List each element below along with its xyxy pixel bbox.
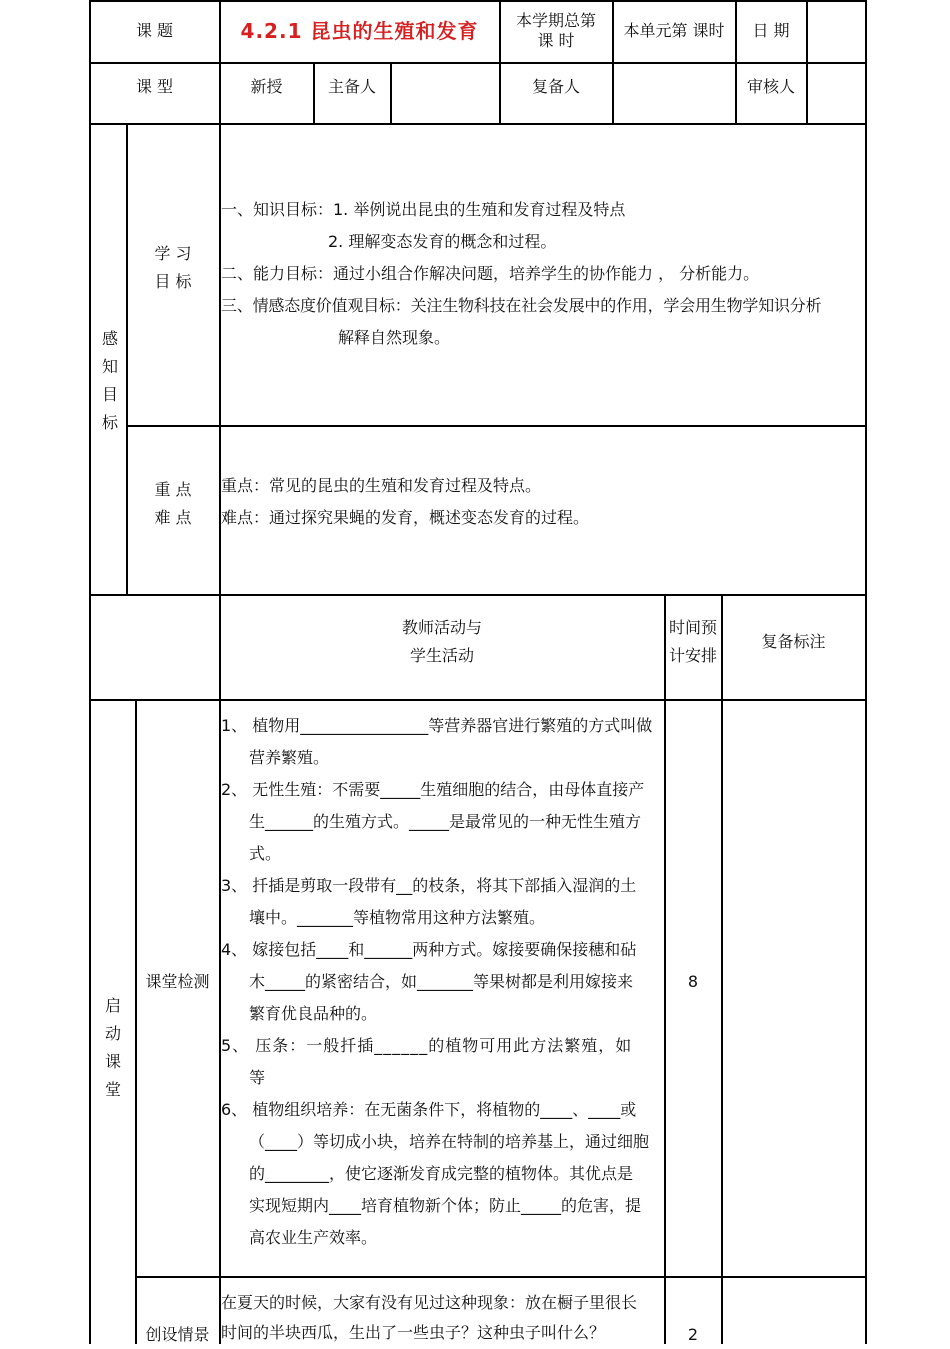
start-class-label: 启动课堂 xyxy=(104,996,121,1099)
reviewer-label: 审核人 xyxy=(746,77,795,96)
col-divider xyxy=(735,0,737,123)
scene-line: 时间的半块西瓜，生出了一些虫子？这种虫子叫什么？ xyxy=(221,1323,606,1342)
question-line: 繁育优良品种的。 xyxy=(249,1004,378,1023)
second-prep-label: 复备人 xyxy=(531,77,580,96)
col-divider xyxy=(135,699,137,1344)
col-divider xyxy=(612,0,614,123)
col-divider xyxy=(390,62,392,123)
goal-line: 2. 理解变态发育的概念和过程。 xyxy=(328,232,557,251)
question-line: 木_____的紧密结合，如_______等果树都是利用嫁接来 xyxy=(249,972,634,991)
border-top xyxy=(89,0,866,2)
type-label: 课 型 xyxy=(135,77,174,96)
question-line: 壤中。_______等植物常用这种方法繁殖。 xyxy=(249,908,546,927)
border-right xyxy=(865,0,867,1344)
row-divider xyxy=(126,425,866,427)
time-header-1: 时间预 xyxy=(668,618,717,637)
semester-lesson-label-1: 本学期总第 xyxy=(515,11,596,30)
activity-header-2: 学生活动 xyxy=(409,646,474,665)
notes-header: 复备标注 xyxy=(761,632,826,651)
question-line: 1、 植物用________________等营养器官进行繁殖的方式叫做 xyxy=(221,716,653,735)
row-divider xyxy=(89,699,866,701)
lesson-title: 4.2.1 昆虫的生殖和发育 xyxy=(240,19,479,43)
learning-label-2: 目 标 xyxy=(154,272,192,291)
goal-line: 一、知识目标：1. 举例说出昆虫的生殖和发育过程及特点 xyxy=(221,200,626,219)
row-divider xyxy=(135,1276,866,1278)
keypoint-line: 难点：通过探究果蝇的发育，概述变态发育的过程。 xyxy=(221,508,590,527)
scene-line: 在夏天的时候，大家有没有见过这种现象：放在橱子里很长 xyxy=(221,1293,638,1312)
col-divider xyxy=(219,0,221,699)
question-line: 的________，使它逐渐发育成完整的植物体。其优点是 xyxy=(249,1164,634,1183)
scene-time: 2 xyxy=(687,1325,699,1344)
main-prep-label: 主备人 xyxy=(327,77,376,96)
col-divider xyxy=(664,594,666,1344)
question-line: 等 xyxy=(249,1068,266,1087)
question-line: 4、 嫁接包括____和______两种方式。嫁接要确保接穗和砧 xyxy=(221,940,637,959)
type-value: 新授 xyxy=(250,77,283,96)
goals-section-label: 感知目标 xyxy=(101,329,118,432)
question-line: 实现短期内____培育植物新个体；防止_____的危害，提 xyxy=(249,1196,642,1215)
keypoint-label-1: 重 点 xyxy=(154,480,192,499)
semester-lesson-label-2: 课 时 xyxy=(537,31,575,50)
check-time: 8 xyxy=(687,972,699,991)
question-line: 3、 扦插是剪取一段带有__的枝条，将其下部插入湿润的土 xyxy=(221,876,637,895)
goal-line: 解释自然现象。 xyxy=(338,328,451,347)
keypoint-line: 重点：常见的昆虫的生殖和发育过程及特点。 xyxy=(221,476,542,495)
activity-header-1: 教师活动与 xyxy=(401,618,482,637)
question-line: 5、 压条：一般扦插______的植物可用此方法繁殖，如 xyxy=(221,1036,633,1055)
question-line: 生______的生殖方式。_____是最常见的一种无性生殖方 xyxy=(249,812,642,831)
question-line: 高农业生产效率。 xyxy=(249,1228,378,1247)
col-divider xyxy=(721,594,723,1344)
check-label: 课堂检测 xyxy=(145,972,210,991)
question-line: 式。 xyxy=(249,844,282,863)
question-line: 营养繁殖。 xyxy=(249,748,330,767)
row-divider xyxy=(89,594,866,596)
unit-lesson-label: 本单元第 课时 xyxy=(623,21,725,40)
question-line: 2、 无性生殖：不需要_____生殖细胞的结合，由母体直接产 xyxy=(221,780,645,799)
learning-label-1: 学 习 xyxy=(154,244,192,263)
col-divider xyxy=(806,0,808,123)
row-divider xyxy=(89,123,866,125)
keypoint-label-2: 难 点 xyxy=(154,508,192,527)
row-divider xyxy=(89,62,866,64)
question-line: （____）等切成小块，培养在特制的培养基上，通过细胞 xyxy=(249,1132,650,1151)
time-header-2: 计安排 xyxy=(668,646,717,665)
goal-line: 二、能力目标：通过小组合作解决问题，培养学生的协作能力 ， 分析能力。 xyxy=(221,264,760,283)
question-line: 6、 植物组织培养：在无菌条件下，将植物的____、____或 xyxy=(221,1100,637,1119)
border-left xyxy=(89,0,91,1344)
scene-label: 创设情景 xyxy=(145,1325,210,1344)
date-label: 日 期 xyxy=(752,21,790,40)
topic-label: 课 题 xyxy=(135,21,174,40)
goal-line: 三、情感态度价值观目标：关注生物科技在社会发展中的作用，学会用生物学知识分析 xyxy=(221,296,822,315)
